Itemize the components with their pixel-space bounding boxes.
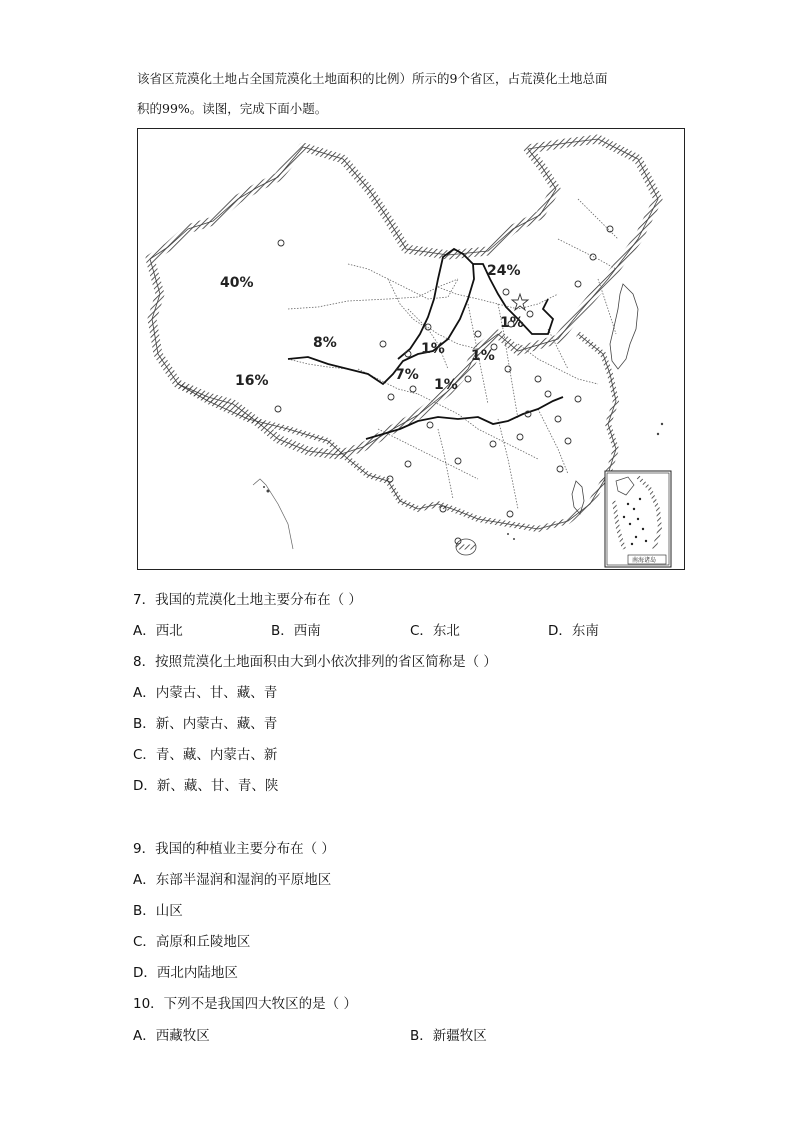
question-7-option-a[interactable]: A．西北 (133, 623, 183, 639)
label-shaanxi: 1% (434, 377, 458, 393)
question-7-option-c[interactable]: C．东北 (410, 623, 460, 639)
province-boundaries (288, 199, 618, 509)
question-7-option-b[interactable]: B．西南 (271, 623, 321, 639)
question-9-option-a[interactable]: A．东部半湿润和湿润的平原地区 (133, 872, 332, 888)
china-desertification-map (137, 128, 685, 570)
intro-text (137, 64, 697, 124)
label-inner-mongolia: 24% (487, 263, 521, 279)
question-9-stem: 9．我国的种植业主要分布在（ ） (133, 841, 335, 857)
question-8-option-a[interactable]: A．内蒙古、甘、藏、青 (133, 685, 278, 701)
question-10-option-b[interactable]: B．新疆牧区 (410, 1028, 487, 1044)
question-9-option-d[interactable]: D．西北内陆地区 (133, 965, 238, 981)
beijing-star-icon (512, 294, 528, 310)
label-xinjiang: 40% (220, 275, 254, 291)
question-8-option-b[interactable]: B．新、内蒙古、藏、青 (133, 716, 278, 732)
question-9-option-c[interactable]: C．高原和丘陵地区 (133, 934, 251, 950)
label-shanxi: 1% (471, 348, 495, 364)
intro-line-1: 该省区荒漠化土地占全国荒漠化土地面积的比例）所示的9个省区，占荒漠化土地总面 (137, 71, 608, 86)
question-10-option-a[interactable]: A．西藏牧区 (133, 1028, 210, 1044)
desert-boundary-west (288, 249, 474, 384)
question-7-stem: 7．我国的荒漠化土地主要分布在（ ） (133, 592, 362, 608)
question-9-option-b[interactable]: B．山区 (133, 903, 183, 919)
label-qinghai: 8% (313, 335, 337, 351)
label-tibet: 16% (235, 373, 269, 389)
intro-line-2: 积的99%。读图，完成下面小题。 (137, 101, 328, 116)
inset-label: 南海诸岛 (632, 557, 657, 564)
question-10-stem: 10．下列不是我国四大牧区的是（ ） (133, 996, 357, 1012)
label-hebei: 1% (500, 315, 524, 331)
korea-peninsula (610, 284, 638, 369)
question-8-stem: 8．按照荒漠化土地面积由大到小依次排列的省区简称是（ ） (133, 654, 497, 670)
question-8-option-c[interactable]: C．青、藏、内蒙古、新 (133, 747, 278, 763)
south-china-sea-inset (605, 471, 671, 567)
label-ningxia: 1% (421, 341, 445, 357)
question-7-option-d[interactable]: D．东南 (548, 623, 599, 639)
question-8-option-d[interactable]: D．新、藏、甘、青、陕 (133, 778, 279, 794)
map-svg (138, 129, 684, 569)
label-gansu: 7% (395, 367, 419, 383)
